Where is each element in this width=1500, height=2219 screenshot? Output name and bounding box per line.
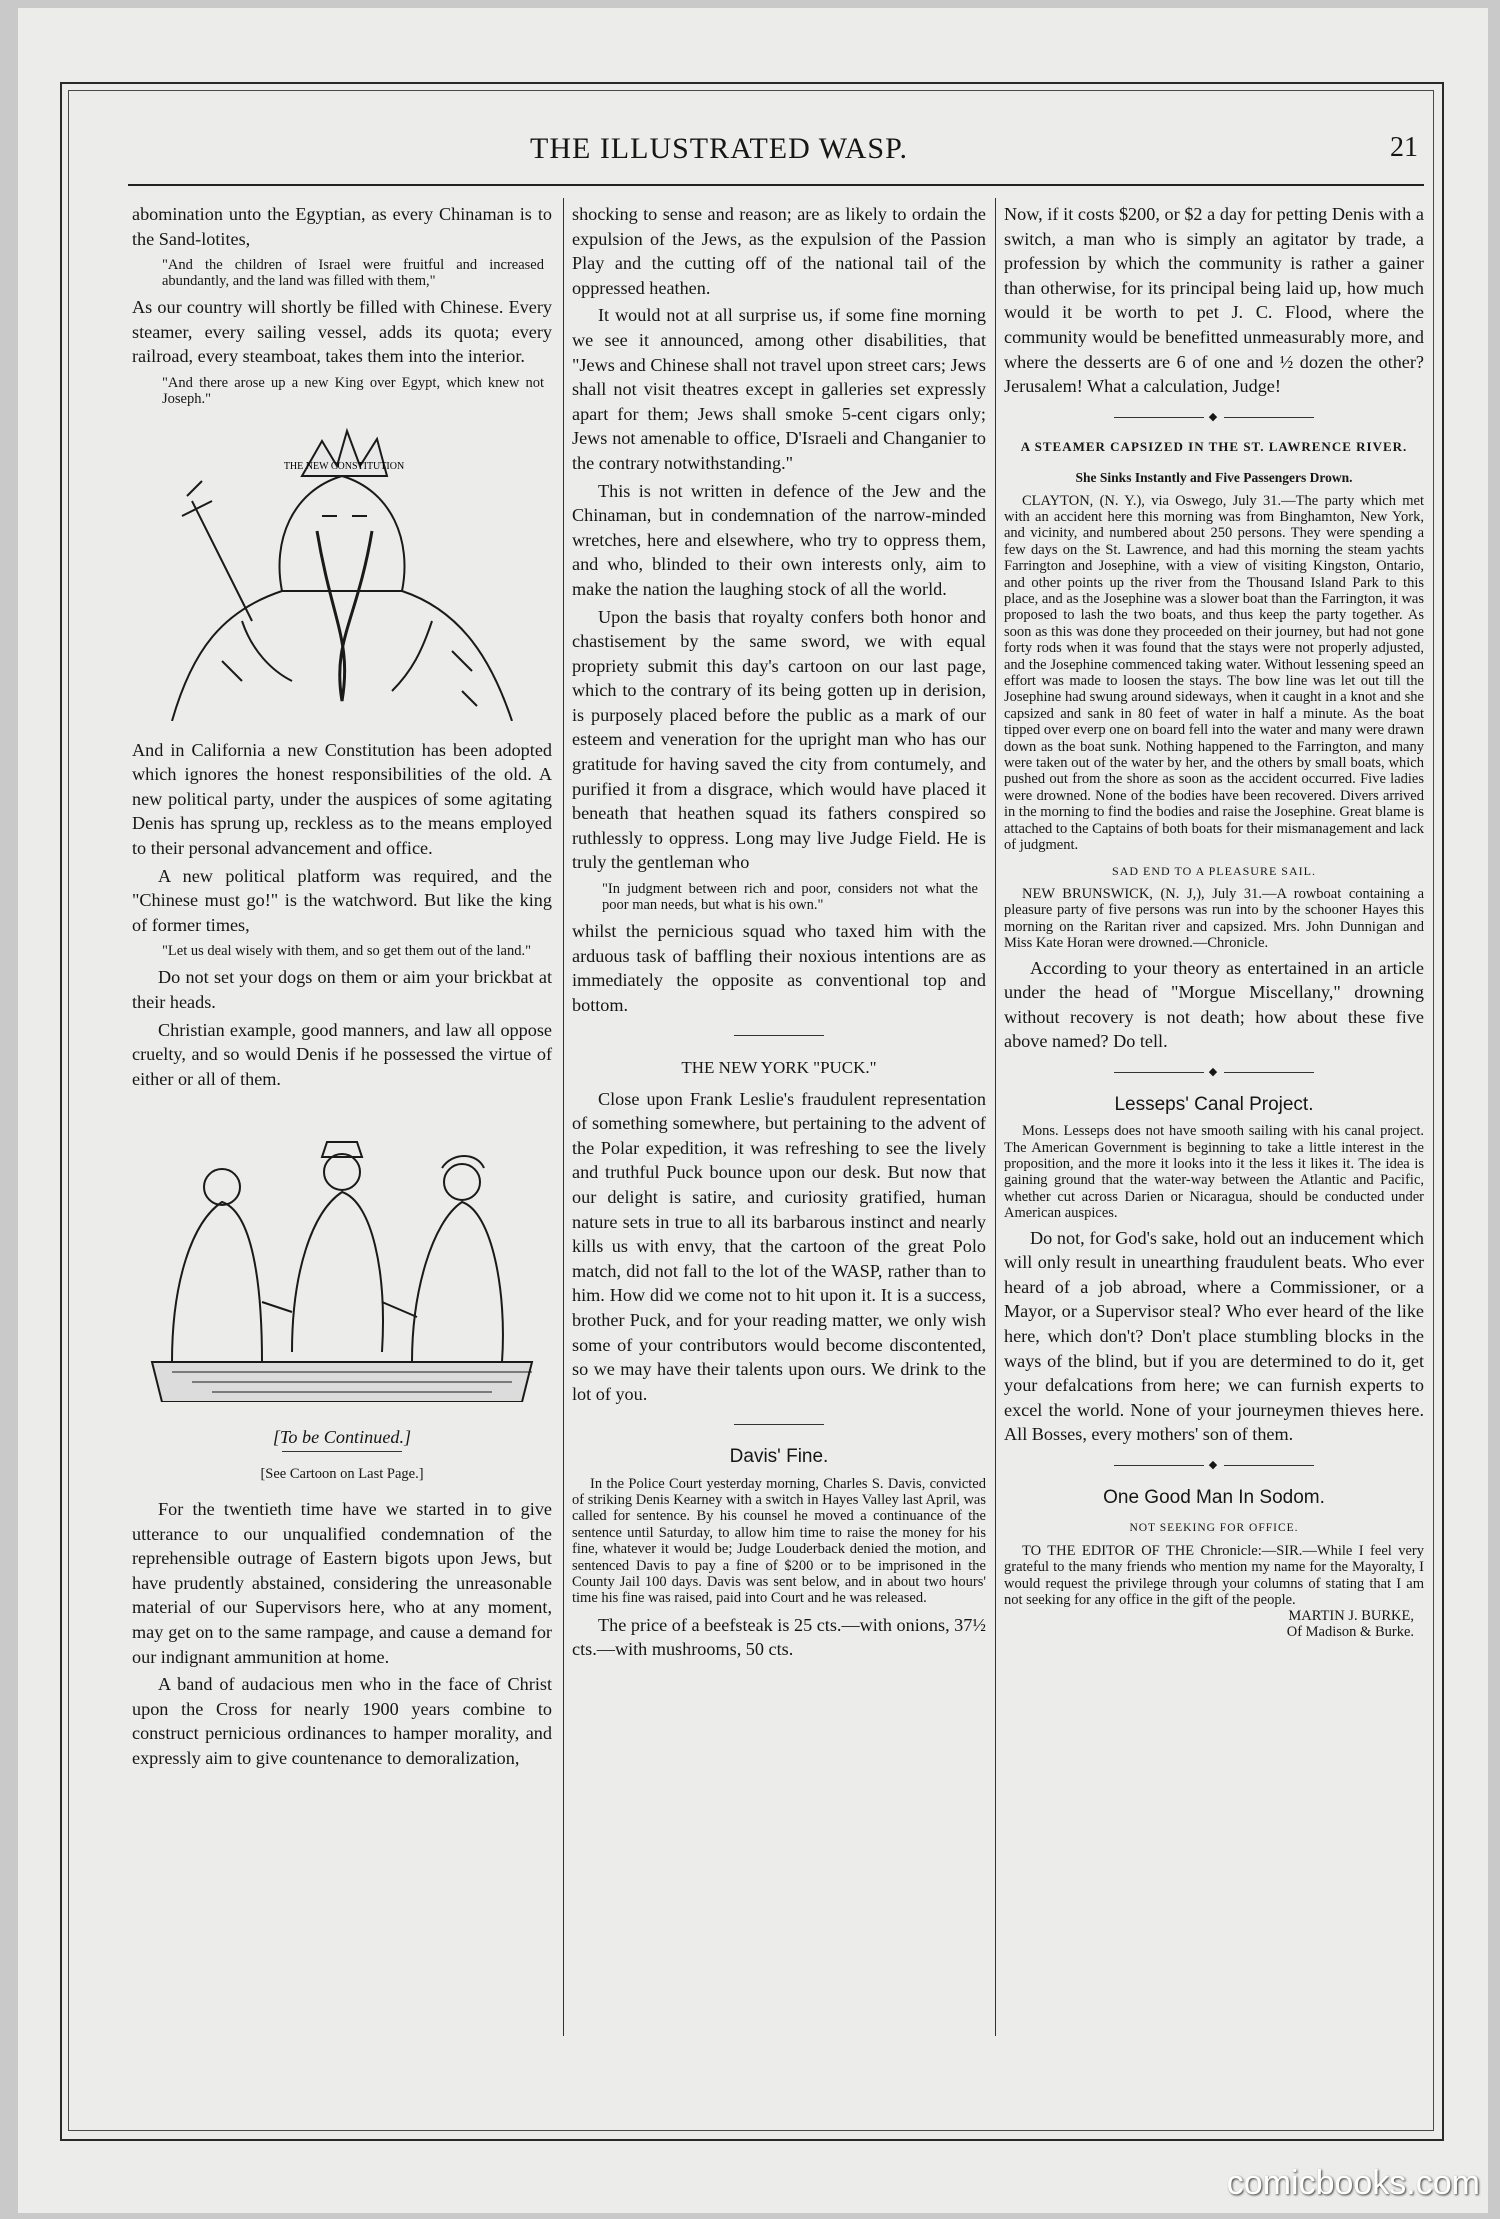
col1-paragraph-7: For the twentieth time have we started in to give utterance to our unqualified condemnation of the reprehensible outrage of Eastern bigots upon Jews, but have prudently abstained, considering the unreasonable material of our Supervisors here, who at any moment, may get on to the same rampage, and cause a demand for our indignant ammunition at home. <box>132 1499 552 1667</box>
col1-paragraph-3: And in California a new Constitution has been adopted which ignores the honest responsibilities of the old. A new political party, under the auspices of some agitating Denis has sprung up, reckless as to the means employed to their personal advancement and office. <box>132 739 552 858</box>
col1-paragraph-2: As our country will shortly be filled with Chinese. Every steamer, every sailing vessel, adds its quota; every railroad, every steamboat, takes them into the interior. <box>132 297 552 367</box>
subheading-not-seeking: NOT SEEKING FOR OFFICE. <box>1129 1522 1299 1535</box>
section-divider <box>572 1412 986 1437</box>
see-cartoon-note: [See Cartoon on Last Page.] <box>260 1466 424 1483</box>
col2-quote-1: "In judgment between rich and poor, considers not what the poor man needs, but what is his own." <box>602 881 978 914</box>
page-number: 21 <box>1390 132 1418 163</box>
watermark: comicbooks.com <box>1226 2164 1480 2202</box>
col1-quote-3: "Let us deal wisely with them, and so get them out of the land." <box>162 943 532 960</box>
col2-paragraph-6: Close upon Frank Leslie's fraudulent representation of something somewhere, but pertaining to the advent of the Polar expedition, it was refreshing to see the lively and truthful Puck bounce upon our desk. But now that our delight is satire, and curiosity gratified, human nature sets in true to all its barbarous instinct and nearly kills us with envy, that the cartoon of the great Polo match, did not fall to the lot of the WASP, rather than to him. How did we come not to hit upon it. It is a success, brother Puck, and for your reading matter, we only wish some of your contributors would become discontented, so we may have their talents upon ours. We drink to the lot of you. <box>572 1088 986 1404</box>
pleasure-sail-article <box>1004 886 1424 952</box>
letter-article <box>1004 1543 1424 1609</box>
heading-lesseps-canal: Lesseps' Canal Project. <box>1114 1093 1314 1115</box>
col1-paragraph-8: A band of audacious men who in the face of Christ upon the Cross for nearly 1900 years combine to construct pernicious ordinances to hamper morality, and expressly aim to give countenance to demoralization, <box>132 1674 552 1768</box>
col1-paragraph-5: Do not set your dogs on them or aim your brickbat at their heads. <box>132 967 552 1012</box>
masthead: THE ILLUSTRATED WASP. <box>530 132 908 165</box>
col2-paragraph-2: It would not at all surprise us, if some fine morning we see it announced, among other disabilities, that "Jews and Chinese shall not travel upon street cars; Jews shall not visit theatres except in galleries set expressly apart for them; Jews shall smoke 5-cent cigars only; Jews not amenable to office, D'Israeli and Changanier to the contrary notwithstanding." <box>572 305 986 473</box>
to-be-continued: [To be Continued.] <box>272 1426 412 1447</box>
heading-davis-fine: Davis' Fine. <box>729 1445 829 1467</box>
pleasure-sail-text: NEW BRUNSWICK, (N. J,), July 31.—A rowboat containing a pleasure party of five persons was run into by the schooner Hayes this morning on the Raritan river and capsized. Mrs. John Dunnigan and Miss Kate Horan were drowned.—Chronicle. <box>1004 886 1424 952</box>
signature-name: MARTIN J. BURKE, <box>1288 1608 1414 1625</box>
heading-one-good-man: One Good Man In Sodom. <box>1103 1486 1325 1508</box>
masthead-rule <box>128 184 1424 186</box>
subheading-sad-end: SAD END TO A PLEASURE SAIL. <box>1112 864 1316 879</box>
col1-paragraph-4: A new political platform was required, and the "Chinese must go!" is the watchword. But like the king of former times, <box>132 865 552 935</box>
col3-paragraph-2: According to your theory as entertained in an article under the head of "Morgue Miscellany," drowning without recovery is not death; how about these five above named? Do tell. <box>1004 957 1424 1052</box>
col2-paragraph-7: The price of a beefsteak is 25 cts.—with onions, 37½ cts.—with mushrooms, 50 cts. <box>572 1614 986 1660</box>
col1-paragraph-6: Christian example, good manners, and law all oppose cruelty, and so would Denis if he possessed the virtue of either or all of them. <box>132 1019 552 1089</box>
pharaoh-cartoon <box>132 421 552 721</box>
section-divider: ◆ <box>1004 1453 1424 1478</box>
column-rule-1 <box>563 198 564 2036</box>
signature-firm: Of Madison & Burke. <box>1286 1624 1414 1641</box>
section-divider: ◆ <box>1004 1060 1424 1085</box>
col2-paragraph-5: whilst the pernicious squad who taxed him with the arduous task of baffling their noxious intentions are as immediately the opposite as conventional top and bottom. <box>572 921 986 1015</box>
steamer-article-text: CLAYTON, (N. Y.), via Oswego, July 31.—The party which met with an accident here this morning was from Binghamton, New York, and vicinity, and numbered about 250 persons. They were spending a few days on the St. Lawrence, and had this morning the steam yachts Farrington and Josephine, with a view of visiting Kingston, Ontario, and other points up the river from the Thousand Island Park to this place, and as the Josephine was a slower boat than the Farrington, it was proposed to lash the two boats, and thus keep the party together. As soon as this was done they proceeded on their journey, but had not gone forty rods when it was found that the stays were not properly adjusted, and the Josephine commenced taking water. Without lessening speed an effort was made to loosen the stays. The bow line was let out till the Josephine had swung around sideways, when it caught in a knot and she capsized and sank in 80 feet of water in half a minute. As the boat tipped over everp one on board fell into the water and many were drawn down as the boat sunk. Nothing happened to the Farrington, and many were taken out of the water by her, and the others by small boats, which pushed out from the shore as soon as the accident occurred. Five ladies were drowned. None of the bodies have been recovered. Divers arrived in the morning to find the bodies and raise the Josephine. Great blame is attached to the Captains of both boats for their mismanagement and lack of judgment. <box>1004 492 1424 854</box>
three-figures-cartoon <box>132 1102 552 1402</box>
continued-rule <box>282 1451 402 1452</box>
col3-paragraph-1: Now, if it costs $200, or $2 a day for petting Denis with a switch, a man who is simply an agitator by trade, a profession by which the community is rather a gainer than otherwise, for its principal being laid up, how much would it be worth to pet J. C. Flood, where the community would be benefitted unmeasurably more, and where the desserts are 6 of one and ½ dozen the other? Jerusalem! What a calculation, Judge! <box>1004 204 1424 397</box>
col2-paragraph-4: Upon the basis that royalty confers both honor and chastisement by the same sword, we with equal propriety submit this day's cartoon on our last page, which to the contrary of its being gotten up in derision, is purposely placed before the public as a mark of our esteem and veneration for the upright man who has our gratitude for having saved the city from contumely, and purified it from a disgrace, which would have placed it beneath that heathen squad its fathers conspired so ruthlessly to oppress. Long may live Judge Field. He is truly the gentleman who <box>572 606 986 873</box>
col2-paragraph-3: This is not written in defence of the Jew and the Chinaman, but in condemnation of the narrow-minded wretches, here and elsewhere, who try to oppress them, and who, blinded to their own interests only, aim to make the nation the laughing stock of all the world. <box>572 480 986 599</box>
column-1 <box>132 202 552 1774</box>
lesseps-article-text: Mons. Lesseps does not have smooth sailing with his canal project. The American Government is beginning to take a little interest in the proposition, and the more it looks into it the less it likes it. The idea is gaining ground that the water-way between the Atlantic and Pacific, whether cut across Darien or Nicaragua, should be conducted under American auspices. <box>1004 1123 1424 1222</box>
section-divider: ◆ <box>1004 405 1424 430</box>
steamer-article <box>1004 493 1424 854</box>
subheading-she-sinks: She Sinks Instantly and Five Passengers Drown. <box>1075 469 1353 485</box>
heading-steamer-capsized: A STEAMER CAPSIZED IN THE ST. LAWRENCE RIVER. <box>1020 439 1408 455</box>
davis-fine-article <box>572 1476 986 1607</box>
heading-new-york-puck: THE NEW YORK "PUCK." <box>681 1058 877 1077</box>
cartoon1-crown-label: THE NEW CONSTITUTION <box>283 460 405 472</box>
col2-paragraph-1: shocking to sense and reason; are as likely to ordain the expulsion of the Jews, as the expulsion of the Passion Play and the cutting off of the national tail of the oppressed heathen. <box>572 204 986 298</box>
col3-paragraph-3: Do not, for God's sake, hold out an inducement which will only result in unearthing fraudulent beats. Who ever heard of a job abroad, where a Commissioner, or a Mayor, or a Supervisor steal? Who ever heard of the like here, which don't? Don't place stumbling blocks in the ways of the blind, but if you are determined to do it, get your defalcations from here; we can furnish experts to excel the world. None of your journeymen thieves here. All Bosses, every mothers' son of them. <box>1004 1227 1424 1445</box>
col1-quote-1: "And the children of Israel were fruitful and increased abundantly, and the land was filled with them," <box>162 257 544 290</box>
letter-text: TO THE EDITOR OF THE Chronicle:—SIR.—While I feel very grateful to the many friends who mention my name for the Mayoralty, I would request the privilege through your columns of stating that I am not seeking for any office in the gift of the people. <box>1004 1542 1424 1609</box>
section-divider <box>572 1023 986 1048</box>
col1-quote-2: "And there arose up a new King over Egypt, which knew not Joseph." <box>162 374 544 407</box>
column-3 <box>1004 202 1424 1640</box>
davis-fine-text: In the Police Court yesterday morning, Charles S. Davis, convicted of striking Denis Kearney with a switch in Hayes Valley last April, was called for sentence. By his counsel he moved a continuance of the sentence until Saturday, to allow him time to raise the money for his fine, whatever it would be; Judge Louderback denied the motion, and sentenced Davis to pay a fine of $200 or to be imprisoned in the County Jail 100 days. Davis was sent below, and in about two hours' time his fine was raised, paid into Court and he was released. <box>572 1475 986 1607</box>
lesseps-article <box>1004 1123 1424 1221</box>
col1-paragraph-1: abomination unto the Egyptian, as every Chinaman is to the Sand-lotites, <box>132 204 552 249</box>
column-2 <box>572 202 986 1665</box>
column-rule-2 <box>995 198 996 2036</box>
